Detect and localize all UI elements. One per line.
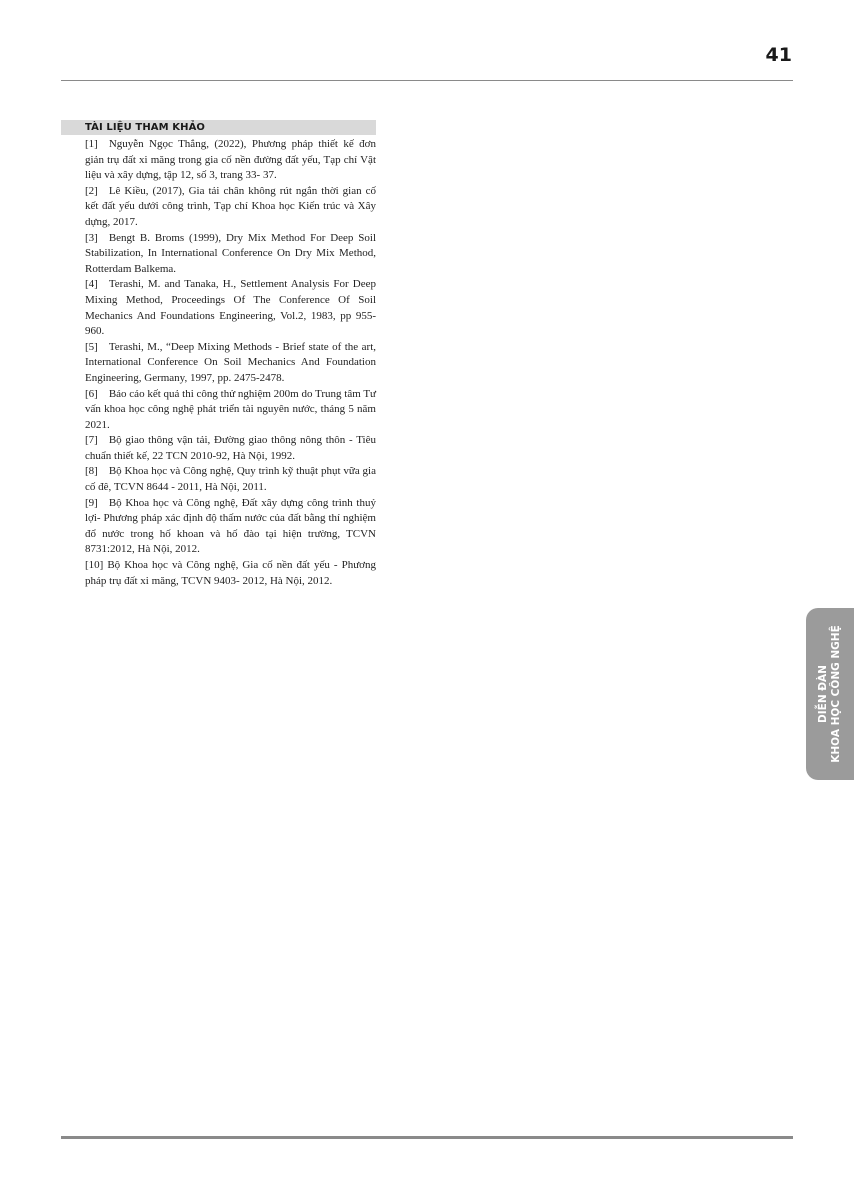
side-tab-line-1: DIỄN ĐÀN [817, 665, 829, 723]
reference-item: [4] Terashi, M. and Tanaka, H., Settlement Analysis For Deep Mixing Method, Proceedings Of The Conference Of Soil Mechanics And Foundations Engineering, Vol.2, 1983, pp 955-960. [85, 278, 376, 338]
reference-item: [2] Lê Kiều, (2017), Gia tải chân không rút ngắn thời gian cố kết đất yếu dưới công trình, Tạp chí Khoa học Kiến trúc và Xây dựng, 2017. [85, 184, 376, 228]
reference-item: [7] Bộ giao thông vận tải, Đường giao thông nông thôn - Tiêu chuẩn thiết kế, 22 TCN 2010-92, Hà Nội, 1992. [85, 434, 376, 462]
references-section [61, 120, 376, 589]
side-tab-label [817, 625, 843, 762]
page-number: 41 [765, 44, 792, 66]
reference-item: [1] Nguyễn Ngọc Thắng, (2022), Phương pháp thiết kế đơn giản trụ đất xi măng trong gia cố nền đường đất yếu, Tạp chí Vật liệu và xây dựng, tập 12, số 3, trang 33- 37. [85, 138, 376, 182]
reference-item: [10] Bộ Khoa học và Công nghệ, Gia cố nền đất yếu - Phương pháp trụ đất xi măng, TCVN 9403- 2012, Hà Nội, 2012. [85, 559, 376, 587]
side-tab-line-2: KHOA HỌC CÔNG NGHỆ [830, 625, 842, 763]
reference-list [61, 137, 376, 589]
header-divider [61, 80, 793, 81]
section-side-tab [806, 608, 854, 780]
reference-item: [9] Bộ Khoa học và Công nghệ, Đất xây dựng công trình thuỷ lợi- Phương pháp xác định độ thấm nước của đất bằng thí nghiệm đổ nước trong hố khoan và hố đào tại hiện trường, TCVN 8731:2012, Hà Nội, 2012. [85, 496, 376, 556]
references-heading: TÀI LIỆU THAM KHẢO [61, 120, 376, 135]
reference-item: [8] Bộ Khoa học và Công nghệ, Quy trình kỹ thuật phụt vữa gia cố đê, TCVN 8644 - 2011, Hà Nội, 2011. [85, 465, 376, 494]
reference-item: [3] Bengt B. Broms (1999), Dry Mix Method For Deep Soil Stabilization, In International Conference On Dry Mix Method, Rotterdam Balkema. [85, 231, 376, 275]
reference-item: [6] Báo cáo kết quả thi công thử nghiệm 200m do Trung tâm Tư vấn khoa học công nghệ phát triển tài nguyên nước, tháng 5 năm 2021. [85, 387, 376, 431]
footer-divider [61, 1136, 793, 1139]
reference-item: [5] Terashi, M., “Deep Mixing Methods - Brief state of the art, International Conference On Soil Mechanics And Foundation Engineering, Germany, 1997, pp. 2475-2478. [85, 340, 376, 384]
